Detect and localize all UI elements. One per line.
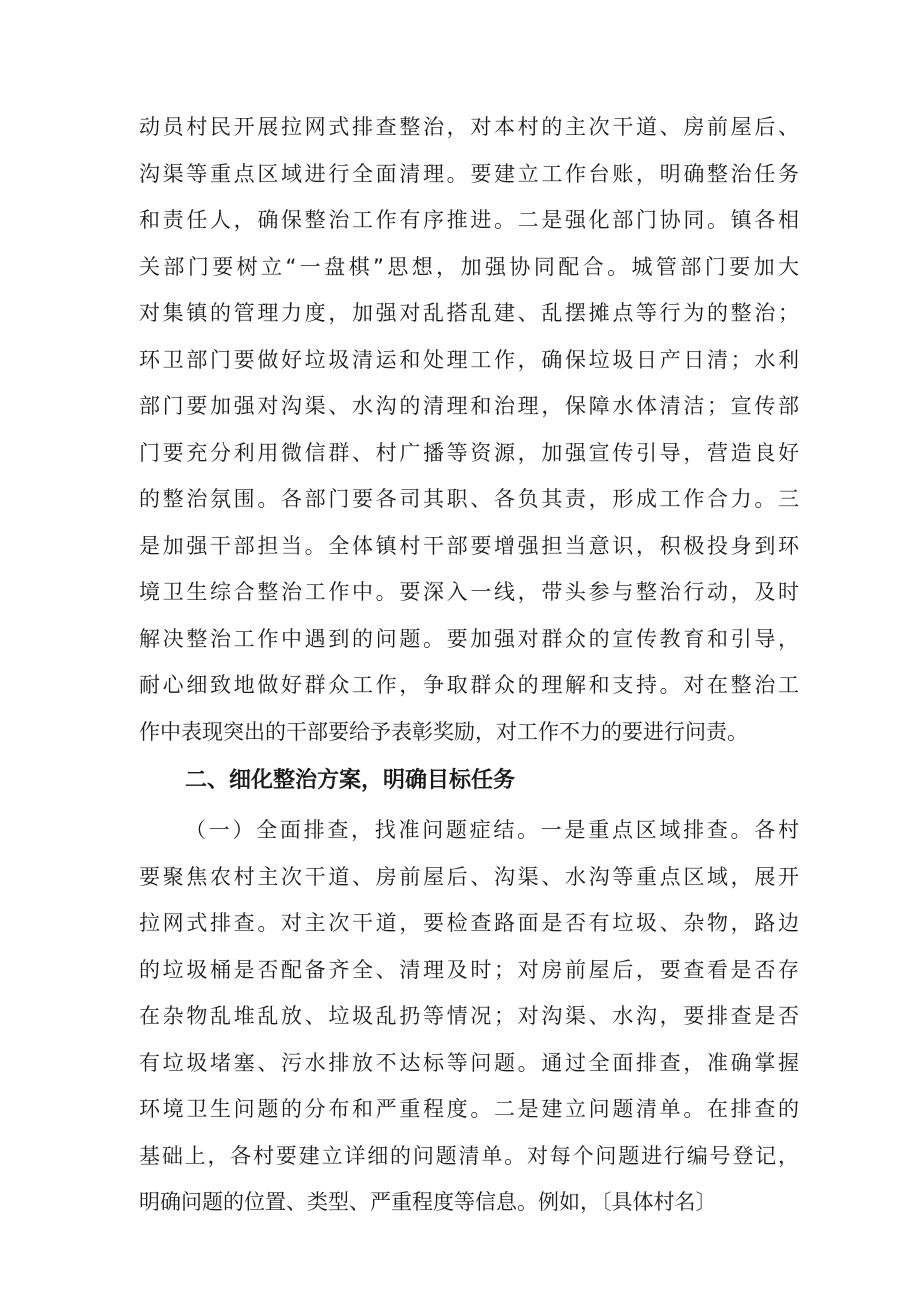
text-line: 的整治氛围。各部门要各司其职、各负其责，形成工作合力。三 xyxy=(139,487,799,511)
text-line: 和责任人，确保整治工作有序推进。二是强化部门协同。镇各相 xyxy=(139,208,799,232)
text-line: 明确问题的位置、类型、严重程度等信息。例如，〔具体村名〕 xyxy=(139,1190,717,1214)
text-line: 作中表现突出的干部要给予表彰奖励，对工作不力的要进行问责。 xyxy=(139,719,748,744)
text-line: 耐心细致地做好群众工作，争取群众的理解和支持。对在整治工 xyxy=(139,673,799,697)
text-line: 沟渠等重点区域进行全面清理。要建立工作台账，明确整治任务 xyxy=(139,161,799,186)
text-line: 关部门要树立“一盘棋”思想，加强协同配合。城管部门要加大 xyxy=(139,254,799,279)
text-line: 环卫部门要做好垃圾清运和处理工作，确保垃圾日产日清；水利 xyxy=(139,347,799,372)
document-body xyxy=(139,104,799,1226)
text-line: 要聚焦农村主次干道、房前屋后、沟渠、水沟等重点区域，展开 xyxy=(139,864,799,889)
text-line: 部门要加强对沟渠、水沟的清理和治理，保障水体清洁；宣传部 xyxy=(139,394,799,418)
text-line: 拉网式排查。对主次干道，要检查路面是否有垃圾、杂物，路边 xyxy=(139,911,799,935)
text-line: 对集镇的管理力度，加强对乱搭乱建、乱摆摊点等行为的整治； xyxy=(139,301,799,325)
text-line: 环境卫生问题的分布和严重程度。二是建立问题清单。在排查的 xyxy=(139,1097,799,1121)
text-line: 门要充分利用微信群、村广播等资源，加强宣传引导，营造良好 xyxy=(139,440,799,465)
text-line: 解决整治工作中遇到的问题。要加强对群众的宣传教育和引导， xyxy=(139,626,799,651)
text-line: 有垃圾堵塞、污水排放不达标等问题。通过全面排查，准确掌握 xyxy=(139,1050,799,1075)
text-line: 的垃圾桶是否配备齐全、清理及时；对房前屋后，要查看是否存 xyxy=(139,957,799,982)
text-line: 境卫生综合整治工作中。要深入一线，带头参与整治行动，及时 xyxy=(139,580,799,604)
text-line: 是加强干部担当。全体镇村干部要增强担当意识，积极投身到环 xyxy=(139,533,799,558)
text-line: （一）全面排查，找准问题症结。一是重点区域排查。各村 xyxy=(185,818,799,842)
text-line: 在杂物乱堆乱放、垃圾乱扔等情况；对沟渠、水沟，要排查是否 xyxy=(139,1004,799,1028)
section-heading: 二、细化整治方案，明确目标任务 xyxy=(185,768,516,793)
text-line: 基础上，各村要建立详细的问题清单。对每个问题进行编号登记， xyxy=(139,1143,799,1168)
text-line: 动员村民开展拉网式排查整治，对本村的主次干道、房前屋后、 xyxy=(139,115,799,139)
